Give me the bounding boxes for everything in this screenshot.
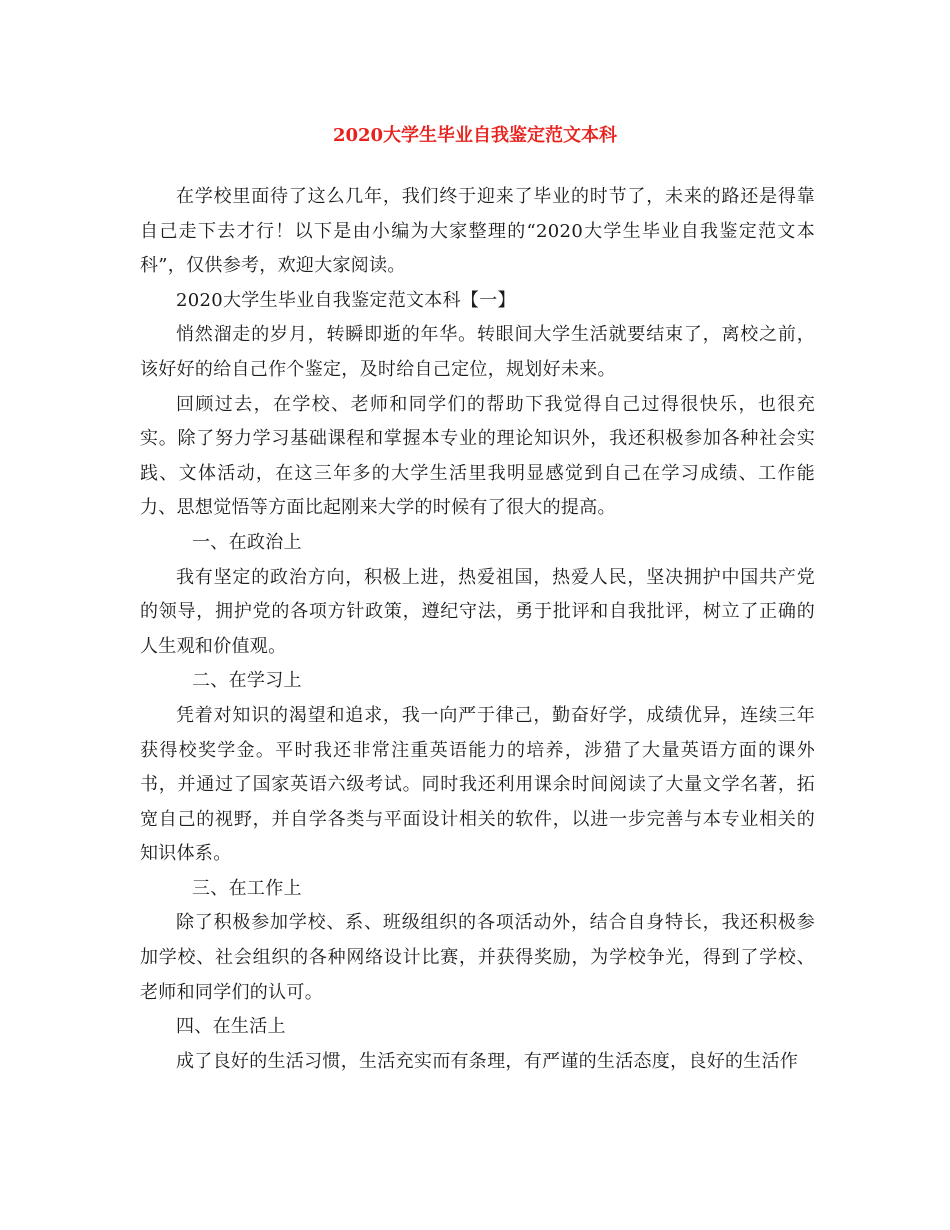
paragraph-work: 除了积极参加学校、系、班级组织的各项活动外，结合自身特长，我还积极参加学校、社会组织的各种网络设计比赛，并获得奖励，为学校争光，得到了学校、老师和同学们的认可。 [140,912,815,1003]
section-heading-1: 2020大学生毕业自我鉴定范文本科【一】 [176,289,516,311]
subheading-study: 二、在学习上 [192,670,302,692]
subheading-life: 四、在生活上 [176,1016,286,1038]
paragraph-review: 回顾过去，在学校、老师和同学们的帮助下我觉得自己过得很快乐，也很充实。除了努力学习基础课程和掌握本专业的理论知识外，我还积极参加各种社会实践、文体活动，在这三年多的大学生活里我明显感觉到自己在学习成绩、工作能力、思想觉悟等方面比起刚来大学的时候有了很大的提高。 [140,393,815,519]
document-title: 2020大学生毕业自我鉴定范文本科 [332,125,618,146]
paragraph-life: 成了良好的生活习惯，生活充实而有条理，有严谨的生活态度，良好的生活作 [176,1050,799,1072]
paragraph-study: 凭着对知识的渴望和追求，我一向严于律己，勤奋好学，成绩优异，连续三年获得校奖学金。平时我还非常注重英语能力的培养，涉猎了大量英语方面的课外书，并通过了国家英语六级考试。同时我还利用课余时间阅读了大量文学名著，拓宽自己的视野，并自学各类与平面设计相关的软件，以进一步完善与本专业相关的知识体系。 [140,704,815,865]
paragraph-intro: 在学校里面待了这么几年，我们终于迎来了毕业的时节了，未来的路还是得靠自己走下去才行！以下是由小编为大家整理的“2020大学生毕业自我鉴定范文本科”，仅供参考，欢迎大家阅读。 [140,186,815,277]
subheading-politics: 一、在政治上 [192,531,302,553]
paragraph-politics: 我有坚定的政治方向，积极上进，热爱祖国，热爱人民，坚决拥护中国共产党的领导，拥护党的各项方针政策，遵纪守法，勇于批评和自我批评，树立了正确的人生观和价值观。 [140,566,815,657]
subheading-work: 三、在工作上 [192,877,302,899]
paragraph-opening: 悄然溜走的岁月，转瞬即逝的年华。转眼间大学生活就要结束了，离校之前，该好好的给自己作个鉴定，及时给自己定位，规划好未来。 [140,324,815,380]
document-body [140,180,815,1079]
